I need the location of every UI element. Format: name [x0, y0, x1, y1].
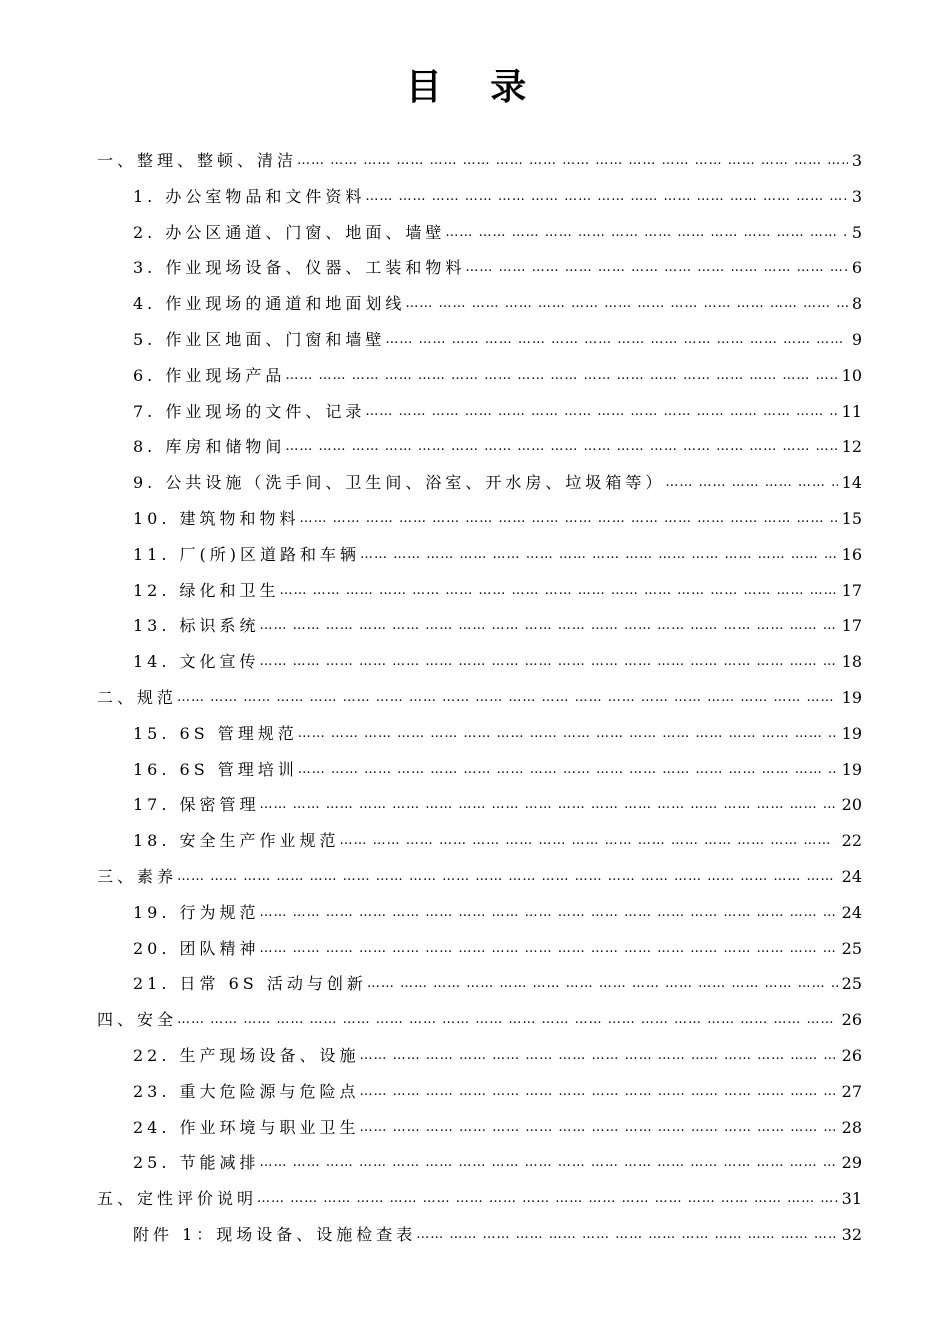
toc-entry[interactable] — [133, 465, 862, 501]
toc-entry-label: 8. 库房和储物间 — [133, 437, 286, 457]
toc-entry[interactable] — [133, 394, 862, 430]
toc-entry[interactable] — [133, 215, 862, 251]
toc-entry[interactable] — [133, 501, 862, 537]
toc-dot-leader — [445, 215, 847, 251]
toc-entry-label: 6. 作业现场产品 — [133, 365, 286, 385]
toc-entry-label: 22. 生产现场设备、设施 — [133, 1046, 360, 1065]
toc-dot-leader — [280, 573, 838, 609]
toc-entry-page-number: 22 — [841, 831, 862, 851]
toc-entry[interactable] — [97, 143, 862, 179]
toc-dot-leader — [177, 1002, 838, 1038]
toc-entry-page-number: 24 — [841, 902, 862, 922]
toc-entry[interactable] — [133, 608, 862, 644]
toc-entry-label: 7. 作业现场的文件、记录 — [133, 401, 366, 421]
toc-dot-leader — [360, 1038, 838, 1074]
toc-dot-leader — [260, 1145, 838, 1181]
toc-entry-page-number: 11 — [841, 401, 862, 421]
toc-entry-page-number: 19 — [841, 723, 862, 743]
toc-dot-leader — [177, 680, 838, 716]
toc-entry-label: 2. 办公区通道、门窗、地面、墙壁 — [133, 222, 446, 242]
toc-dot-leader — [298, 716, 838, 752]
toc-entry[interactable] — [133, 429, 862, 465]
toc-entry-page-number: 19 — [841, 688, 862, 707]
toc-entry[interactable] — [133, 1038, 862, 1074]
toc-entry-label: 一、整理、整顿、清洁 — [97, 151, 298, 170]
toc-dot-leader — [360, 1110, 838, 1146]
toc-entry-label: 4. 作业现场的通道和地面划线 — [133, 294, 406, 314]
toc-dot-leader — [365, 179, 847, 215]
toc-entry[interactable] — [133, 931, 862, 967]
toc-dot-leader — [665, 465, 837, 501]
toc-entry[interactable] — [97, 1181, 862, 1217]
toc-entry-label: 16. 6S 管理培训 — [133, 759, 298, 779]
toc-entry-page-number: 5 — [851, 222, 862, 242]
toc-entry[interactable] — [97, 680, 862, 716]
toc-entry-page-number: 27 — [841, 1081, 862, 1101]
toc-entry-label: 13. 标识系统 — [133, 616, 260, 636]
toc-entry-page-number: 6 — [851, 258, 862, 278]
toc-dot-leader — [297, 143, 848, 179]
toc-dot-leader — [260, 608, 838, 644]
toc-entry-page-number: 17 — [841, 616, 862, 636]
toc-entry[interactable] — [133, 179, 862, 215]
toc-dot-leader — [260, 644, 838, 680]
toc-entry[interactable] — [133, 1110, 862, 1146]
toc-entry[interactable] — [133, 787, 862, 823]
toc-entry-page-number: 16 — [841, 544, 862, 564]
toc-entry-page-number: 3 — [851, 186, 862, 206]
toc-entry-page-number: 15 — [841, 509, 862, 528]
toc-entry[interactable] — [133, 644, 862, 680]
toc-entry-page-number: 32 — [841, 1225, 862, 1244]
toc-entry-page-number: 10 — [841, 365, 862, 385]
toc-dot-leader — [416, 1217, 837, 1253]
toc-entry[interactable] — [133, 895, 862, 931]
toc-dot-leader — [360, 537, 838, 573]
toc-entry-label: 18. 安全生产作业规范 — [133, 831, 340, 851]
toc-entry-label: 5. 作业区地面、门窗和墙壁 — [133, 330, 386, 349]
toc-dot-leader — [285, 429, 837, 465]
toc-entry-page-number: 12 — [841, 437, 862, 457]
page-title: 目 录 — [405, 67, 545, 108]
toc-entry-label: 15. 6S 管理规范 — [133, 723, 298, 743]
toc-dot-leader — [367, 966, 838, 1002]
toc-entry-page-number: 9 — [851, 330, 862, 349]
toc-entry-page-number: 25 — [841, 938, 862, 958]
toc-dot-leader — [465, 250, 847, 286]
toc-entry-page-number: 20 — [841, 795, 862, 815]
toc-entry-label: 三、素养 — [97, 867, 178, 886]
toc-entry[interactable] — [133, 286, 862, 322]
toc-entry-page-number: 25 — [841, 974, 862, 994]
toc-dot-leader — [300, 501, 838, 537]
toc-entry-label: 10. 建筑物和物料 — [133, 509, 300, 528]
toc-dot-leader — [257, 1181, 838, 1217]
toc-entry-label: 17. 保密管理 — [133, 795, 260, 815]
toc-entry-page-number: 18 — [841, 652, 862, 672]
toc-entry-label: 25. 节能减排 — [133, 1153, 260, 1173]
toc-dot-leader — [405, 286, 847, 322]
toc-entry[interactable] — [133, 752, 862, 788]
toc-entry-label: 二、规范 — [97, 688, 178, 707]
toc-entry-page-number: 28 — [841, 1117, 862, 1137]
toc-entry[interactable] — [133, 716, 862, 752]
toc-entry-label: 20. 团队精神 — [133, 938, 260, 958]
toc-entry-page-number: 17 — [841, 580, 862, 600]
toc-dot-leader — [385, 322, 847, 358]
toc-entry-label: 9. 公共设施（洗手间、卫生间、浴室、开水房、垃圾箱等） — [133, 473, 666, 493]
toc-dot-leader — [285, 358, 837, 394]
toc-entry-page-number: 19 — [841, 759, 862, 779]
toc-dot-leader — [298, 752, 838, 788]
toc-entry-label: 3. 作业现场设备、仪器、工装和物料 — [133, 258, 466, 278]
toc-entry[interactable] — [97, 859, 862, 895]
toc-entry[interactable] — [133, 823, 862, 859]
toc-entry-label: 附件 1：现场设备、设施检查表 — [133, 1225, 417, 1244]
toc-entry-page-number: 31 — [841, 1189, 862, 1209]
toc-dot-leader — [260, 931, 838, 967]
toc-entry[interactable] — [133, 1145, 862, 1181]
toc-dot-leader — [260, 895, 838, 931]
toc-entry-label: 1. 办公室物品和文件资料 — [133, 186, 366, 206]
toc-entry-label: 19. 行为规范 — [133, 902, 260, 922]
toc-entry[interactable] — [133, 250, 862, 286]
toc-entry-label: 四、安全 — [97, 1010, 178, 1030]
toc-entry[interactable] — [133, 1217, 862, 1253]
toc-entry-label: 12. 绿化和卫生 — [133, 580, 280, 600]
toc-dot-leader — [340, 823, 838, 859]
toc-entry-label: 14. 文化宣传 — [133, 652, 260, 672]
toc-dot-leader — [360, 1074, 838, 1110]
toc-entry-label: 23. 重大危险源与危险点 — [133, 1081, 360, 1101]
toc-entry-page-number: 24 — [841, 867, 862, 886]
toc-entry[interactable] — [133, 966, 862, 1002]
toc-entry-label: 24. 作业环境与职业卫生 — [133, 1117, 360, 1137]
toc-entry-label: 21. 日常 6S 活动与创新 — [133, 974, 367, 994]
toc-dot-leader — [365, 394, 837, 430]
toc-entry[interactable] — [133, 537, 862, 573]
toc-entry[interactable] — [97, 1002, 862, 1038]
toc-entry-page-number: 26 — [841, 1010, 862, 1030]
toc-entry-page-number: 8 — [851, 294, 862, 314]
toc-entry[interactable] — [133, 358, 862, 394]
toc-dot-leader — [177, 859, 838, 895]
toc-entry-page-number: 29 — [841, 1153, 862, 1173]
toc-entry-page-number: 26 — [841, 1046, 862, 1065]
toc-entry[interactable] — [133, 322, 862, 358]
toc-entry-page-number: 3 — [851, 151, 862, 170]
toc-entry[interactable] — [133, 573, 862, 609]
toc-entry[interactable] — [133, 1074, 862, 1110]
toc-entry-page-number: 14 — [841, 473, 862, 493]
toc-entry-label: 11. 厂(所)区道路和车辆 — [133, 544, 361, 564]
toc-entry-label: 五、定性评价说明 — [97, 1189, 258, 1209]
toc-dot-leader — [260, 787, 838, 823]
